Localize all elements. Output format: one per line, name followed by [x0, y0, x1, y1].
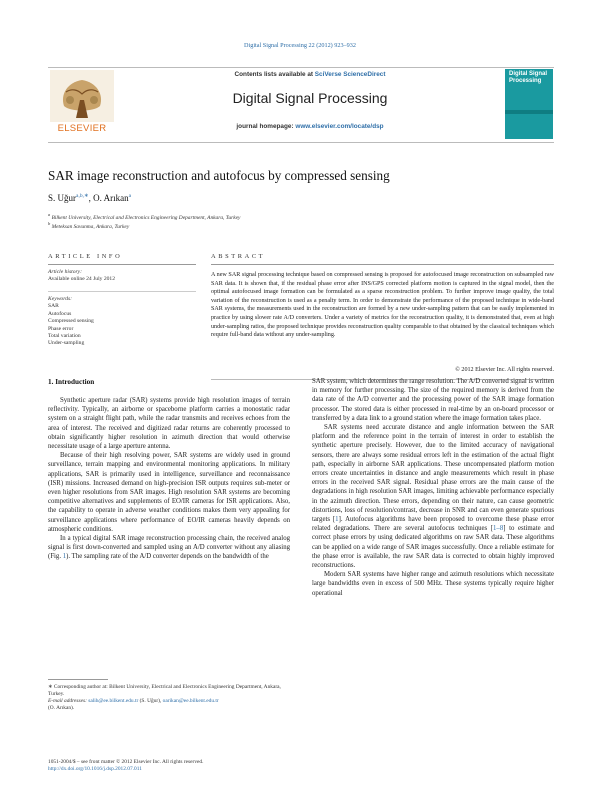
email-link[interactable]: oarikan@ee.bilkent.edu.tr: [162, 698, 219, 704]
cover-title: Digital Signal Processing: [509, 71, 548, 84]
history-value: Available online 24 July 2012: [48, 276, 116, 283]
keyword: Under-sampling: [48, 340, 85, 347]
keyword: Autofocus: [48, 310, 72, 317]
affiliation-marker: b: [48, 221, 51, 226]
article-info-label: ARTICLE INFO: [48, 253, 123, 260]
paragraph: Synthetic aperture radar (SAR) systems provide high resolution images of terrain reflectivity. Typically, an airborne or spaceborne platform carries a monostatic radar system on a straight flight path, while the radar transmits and receives echoes from the area of interest. The received and digitized radar returns are coherently processed to obtain significantly higher resolution in azimuth direction that would otherwise necessitate usage of a large aperture antenna.: [48, 397, 290, 451]
text-run: In a typical digital SAR image reconstruction processing chain, the received analog signal is first down-converted and sampled using an A/D converter without any aliasing (Fig.: [48, 535, 290, 561]
citation-link[interactable]: 1: [335, 516, 339, 524]
citation-link[interactable]: 1–8: [493, 525, 504, 533]
article-title: SAR image reconstruction and autofocus by compressed sensing: [48, 168, 390, 183]
homepage-link[interactable]: www.elsevier.com/locate/dsp: [295, 123, 384, 130]
homepage-prefix: journal homepage:: [236, 123, 296, 130]
abstract-copyright: © 2012 Elsevier Inc. All rights reserved.: [455, 367, 554, 373]
email-owner: (S. Uğur),: [138, 698, 163, 704]
section-heading: 1. Introduction: [48, 378, 95, 386]
divider: [48, 264, 196, 265]
affiliation: [48, 212, 240, 221]
keyword: SAR: [48, 303, 59, 310]
affiliation-text: Meteksan Savunma, Ankara, Turkey: [51, 223, 130, 230]
footnote-rule: [48, 679, 108, 680]
keywords-block: [48, 296, 196, 348]
author-affiliation-marker[interactable]: a: [128, 193, 132, 199]
history-label: Article history:: [48, 269, 83, 275]
affiliation: [48, 221, 129, 230]
divider: [48, 291, 196, 292]
sciencedirect-link[interactable]: SciVerse ScienceDirect: [314, 71, 386, 78]
corresponding-author-footnote: [48, 684, 290, 712]
journal-title: Digital Signal Processing: [232, 90, 388, 106]
paragraph: [48, 534, 290, 562]
cover-stripe: [505, 110, 553, 114]
doi-link[interactable]: http://dx.doi.org/10.1016/j.dsp.2012.07.011: [48, 766, 142, 772]
abstract-label: ABSTRACT: [211, 253, 266, 260]
author-name: O. Arıkan: [93, 193, 129, 203]
paragraph: [312, 423, 554, 570]
keyword: Total variation: [48, 333, 81, 340]
affiliation-marker: a: [48, 212, 51, 217]
body-column-right: [312, 377, 554, 598]
email-link[interactable]: salih@ee.bilkent.edu.tr: [88, 698, 139, 704]
article-history: [48, 269, 196, 284]
figure-reference-link[interactable]: 1: [62, 553, 67, 561]
text-run: ). The sampling rate of the A/D converter depends on the bandwidth of the: [66, 553, 269, 561]
author-affiliation-marker[interactable]: a,b,∗: [76, 193, 89, 199]
email-owner: (O. Arıkan).: [48, 705, 75, 711]
text-run: ] to estimate and correct phase errors by using dedicated algorithms on raw SAR data. These algorithms can be applied on a wide range of SAR images successfully. Once a reliable estimate for the phase error is available, the raw SAR data is corrected to obtain highly improved reconstructions.: [312, 525, 554, 570]
publisher-wordmark: ELSEVIER: [57, 123, 107, 134]
body-column-left: [48, 396, 290, 562]
paragraph: SAR system, which determines the range resolution. The A/D converted signal is written in memory for further processing. The size of the required memory is derived from the data rate of the A/D converter and the processing power of the SAR image formation processor. The stored data is either processed in real-time by an on-board processor or transferred by a data link to a ground station where the image formation takes place.: [312, 378, 554, 422]
keyword: Phase error: [48, 325, 74, 332]
keyword: Compressed sensing: [48, 318, 94, 325]
text-run: SAR systems need accurate distance and angle information between the SAR platform and the reference point in the terrain of interest in order to establish the synthetic aperture precisely. However, due to the limited accuracy of navigational sensors, there are always some residual errors left in the estimation of the actual flight path, especially in airborne SAR applications. These uncompensated platform motion errors create uncertainties in distance and angle measurements which result in phase errors in the received SAR signal. Residual phase errors are the main cause of the degradations in high resolution SAR images, limiting achievable performance especially in the azimuth direction. These errors, depending on their nature, can cause geometric distortions, loss of resolution/contrast, decrease in SNR and can even generate spurious targets [: [312, 424, 554, 524]
footnote-text: ∗ Corresponding author at: Bilkent University, Electrical and Electronics Engineering Department, Ankara, Turkey.: [48, 684, 281, 697]
contents-availability: [120, 71, 500, 78]
journal-homepage: [120, 123, 500, 130]
author-name: S. Uğur: [48, 193, 77, 203]
journal-reference[interactable]: Digital Signal Processing 22 (2012) 923–932: [244, 42, 356, 49]
paragraph: Modern SAR systems have higher range and azimuth resolutions which necessitate large bandwidths even in excess of 500 MHz. These systems typically require higher operational: [312, 571, 554, 597]
text-run: ]. Autofocus algorithms have been proposed to overcome these phase error related degradations. There are several autofocus techniques [: [312, 516, 554, 533]
contents-prefix: Contents lists available at: [234, 71, 315, 78]
divider: [211, 264, 554, 265]
keywords-label: Keywords:: [48, 296, 73, 302]
author-separator: ,: [88, 193, 94, 203]
abstract-body: A new SAR signal processing technique based on compressed sensing is proposed for autofocused image reconstruction on subsampled raw SAR data. It is shown that, if the residual phase error after INS/GPS corrected platform motion is captured in the signal model, then the optimal autofocused image formation can be formulated as a sparse reconstruction problem. To further improve image quality, the total variation of the reconstruction is used as a penalty term. In order to demonstrate the performance of the proposed technique in wide-band SAR systems, the measurements used in the reconstruction are formed by a new under-sampling pattern that can be easily implemented in practice by using slower rate A/D converters. Under a variety of metrics for the reconstruction quality, it is demonstrated that, even at high under-sampling ratios, the proposed technique provides reconstruction quality comparable to that obtained by the classical techniques which require full-band data without any under-sampling.: [211, 272, 554, 339]
author-line: [48, 193, 131, 203]
issn-line: 1051-2004/$ – see front matter © 2012 Elsevier Inc. All rights reserved.: [48, 759, 204, 765]
email-label: E-mail addresses:: [48, 698, 89, 704]
affiliation-text: Bilkent University, Electrical and Electronics Engineering Department, Ankara, Turkey: [51, 214, 241, 221]
issn-doi-block: [48, 759, 203, 773]
paragraph: Because of their high resolving power, SAR systems are widely used in ground surveillance, terrain mapping and environmental monitoring applications. In military applications, SAR is primarily used in intelligence, surveillance and reconnaissance (ISR) missions. Increased demand on high-precision ISR outputs requires sub-meter or even higher resolutions from SAR images. High resolution SAR systems are becoming competitive alternatives and supplements of EO/IR cameras for ISR applications. Also, the capability to operate in adverse weather conditions makes them very appealing for surveillance applications where performance of EO/IR cameras heavily depends on atmospheric conditions.: [48, 452, 290, 533]
